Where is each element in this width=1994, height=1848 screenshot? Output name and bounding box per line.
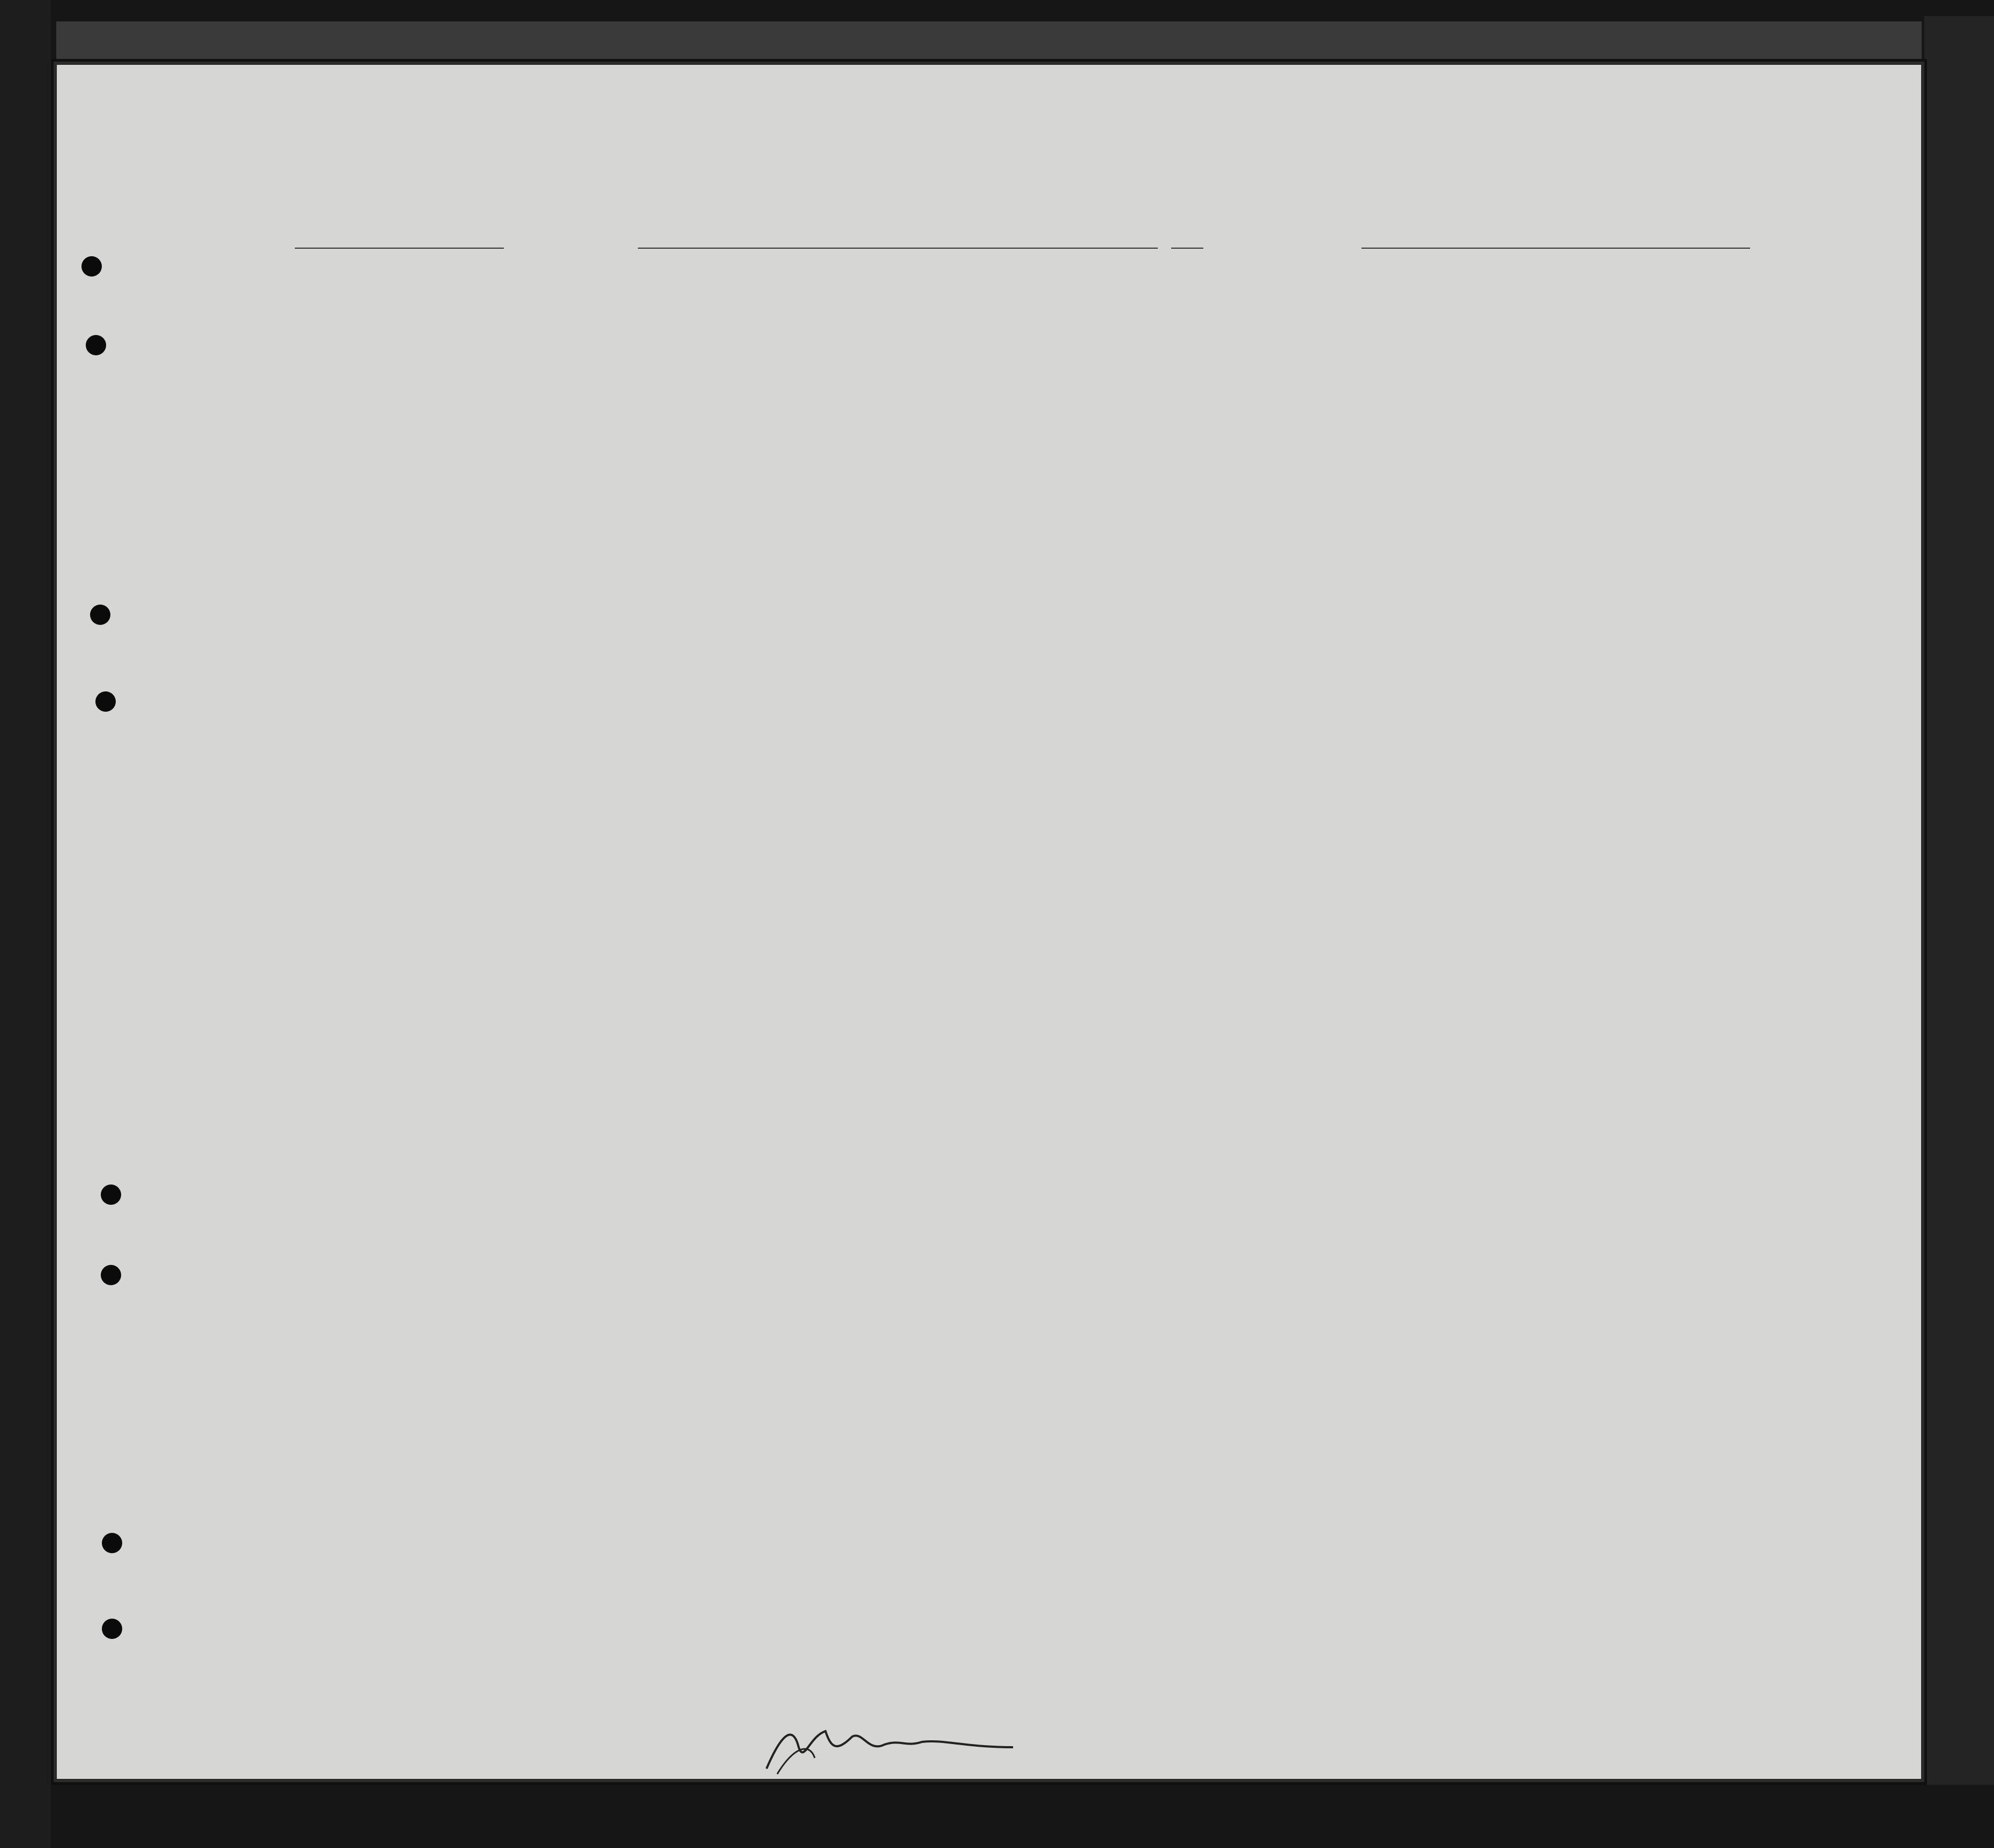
- inspector-signature: [761, 1715, 1018, 1785]
